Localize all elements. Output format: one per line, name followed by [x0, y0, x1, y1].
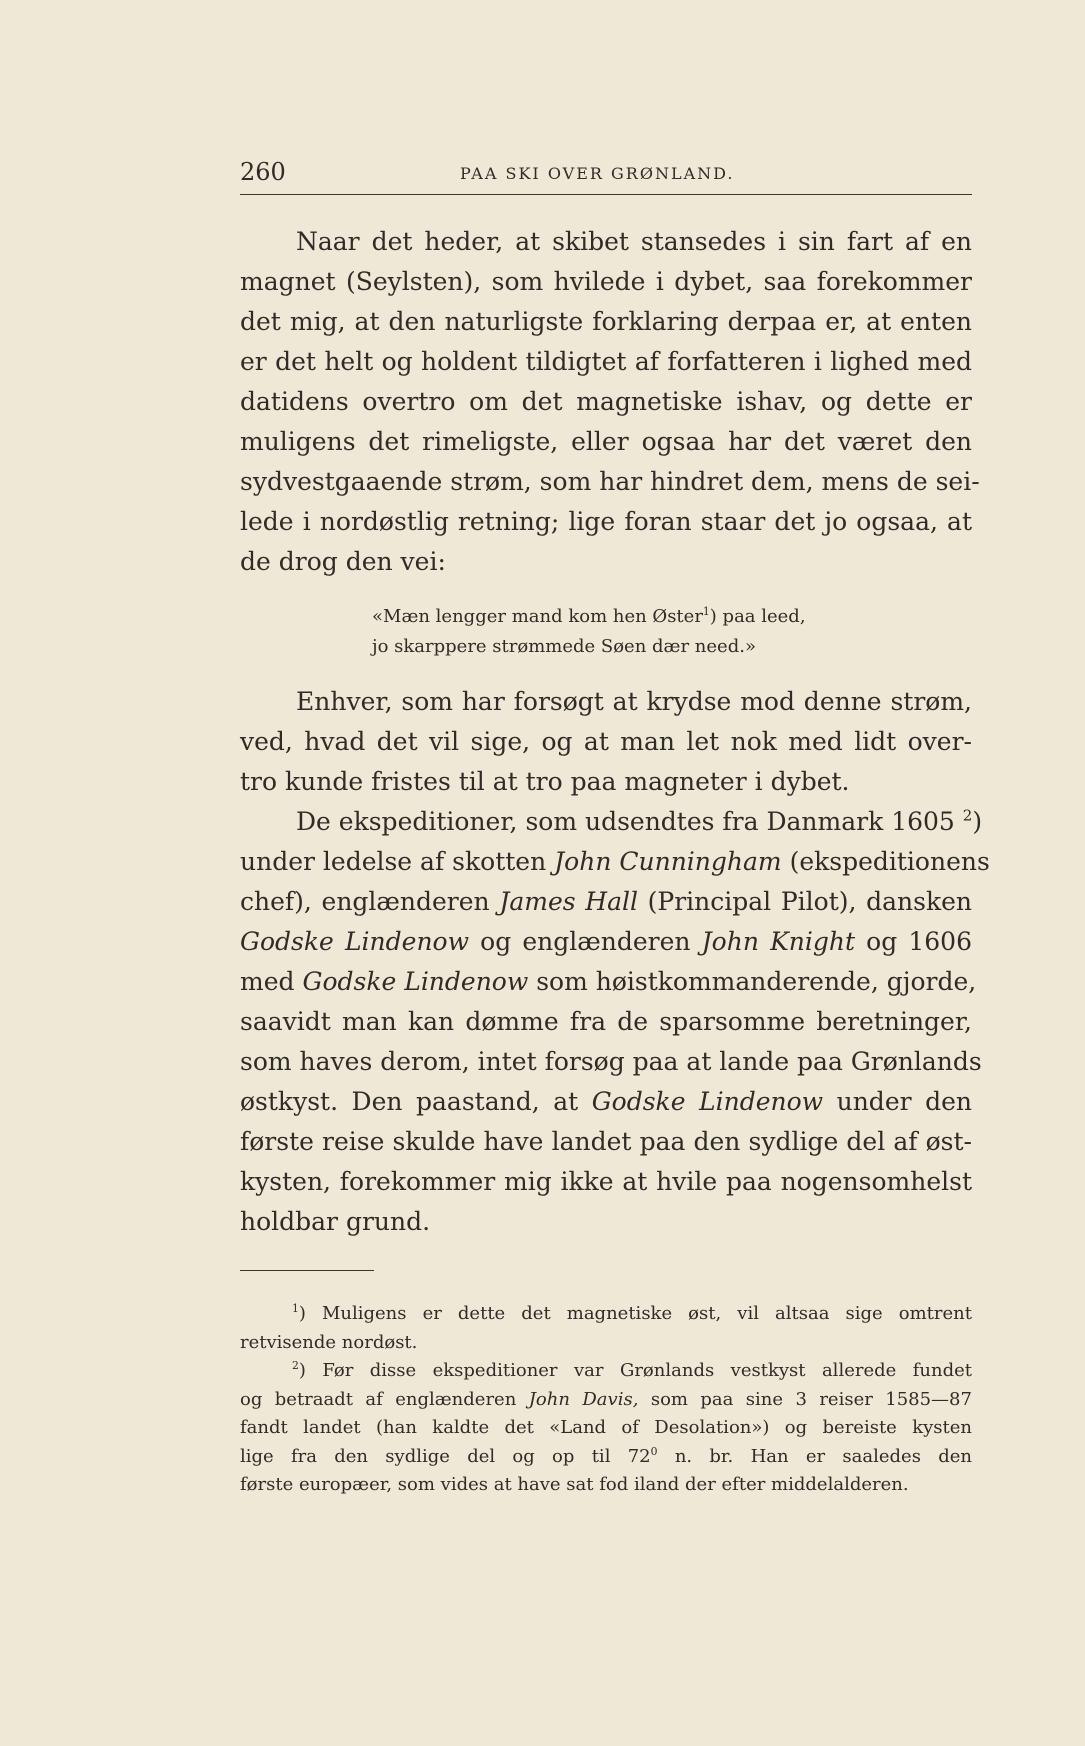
running-head: PAA SKI OVER GRØNLAND.: [460, 164, 735, 183]
person-name: Godske Lindenow: [302, 967, 529, 996]
footnote-marker: 2: [962, 806, 973, 825]
degree-marker: 0: [650, 1444, 658, 1458]
footnote-text: ) Før disse ekspeditioner var Grønlands vestkyst allerede fundet: [298, 1360, 972, 1381]
text-line: kysten, forekommer mig ikke at hvile paa nogensomhelst: [240, 1167, 972, 1196]
footnote-line: første europæer, som vides at have sat fod iland der efter middelalderen.: [240, 1474, 909, 1495]
footnote-line: retvisende nordøst.: [240, 1331, 418, 1353]
page-number: 260: [240, 158, 286, 186]
text-run: og englænderen: [480, 927, 691, 956]
paragraph-3: [240, 802, 990, 1242]
text-line: [240, 882, 972, 922]
text-line: holdbar grund.: [240, 1207, 431, 1236]
footnote-text: som paa sine 3 reiser 1585—87: [650, 1388, 972, 1410]
page-header: [240, 158, 972, 188]
footnote-line: [240, 1357, 972, 1386]
footnote-text: n. br. Han er saaledes den: [674, 1445, 972, 1467]
text-run: chef), englænderen: [240, 887, 490, 916]
text-line: muligens det rimeligste, eller ogsaa har det været den: [240, 427, 972, 456]
person-name: James Hall: [499, 887, 638, 916]
text-line: lede i nordøstlig retning; lige foran staar det jo ogsaa, at: [240, 507, 972, 536]
text-line: første reise skulde have landet paa den sydlige del af øst-: [240, 1127, 972, 1156]
text-line: ved, hvad det vil sige, og at man let nok med lidt over-: [240, 727, 972, 756]
text-line: sydvestgaaende strøm, som har hindret dem, mens de sei-: [240, 467, 980, 496]
text-run: med: [240, 967, 295, 996]
text-line: [240, 1082, 972, 1122]
text-line: [240, 962, 977, 1002]
text-run: under ledelse af skotten: [240, 847, 547, 876]
text-line: [240, 922, 972, 962]
text-line: datidens overtro om det magnetiske ishav, og dette er: [240, 387, 972, 416]
person-name: Godske Lindenow: [591, 1087, 824, 1116]
person-name: Godske Lindenow: [240, 927, 469, 956]
quote-line: [372, 602, 972, 632]
footnote-text: lige fra den sydlige del og op til 72: [240, 1445, 651, 1467]
text-line: de drog den vei:: [240, 547, 446, 576]
footnote-line: [240, 1386, 972, 1415]
text-line: [240, 842, 990, 882]
text-line: Naar det heder, at skibet stansedes i sin fart af en: [296, 227, 972, 256]
footnotes: [240, 1300, 972, 1500]
footnote-text: og betraadt af englænderen: [240, 1388, 517, 1410]
header-rule: [240, 194, 972, 195]
text-line: tro kunde fristes til at tro paa magneter i dybet.: [240, 767, 850, 796]
text-run: (Principal Pilot), dansken: [647, 887, 972, 916]
text-line: er det helt og holdent tildigtet af forfatteren i lighed med: [240, 347, 972, 376]
text-run: De ekspeditioner, som udsendtes fra Danmark 1605: [296, 807, 955, 836]
person-name: John Knight: [701, 927, 856, 956]
footnote-text: ) Muligens er dette det magnetiske øst, vil altsaa sige omtrent: [298, 1303, 972, 1324]
quote-text: «Mæn lengger mand kom hen Øster: [372, 606, 703, 627]
text-run: og 1606: [866, 927, 972, 956]
text-line: saavidt man kan dømme fra de sparsomme beretninger,: [240, 1007, 972, 1036]
text-run: (ekspeditionens: [789, 847, 990, 876]
verse-quote: [372, 602, 972, 662]
paragraph-1: [240, 222, 980, 582]
footnote-line: [240, 1300, 972, 1329]
text-run: østkyst. Den paastand, at: [240, 1087, 579, 1116]
text-run: ): [972, 807, 983, 836]
quote-text: ) paa leed,: [709, 606, 806, 627]
paragraph-2: [240, 682, 972, 802]
footnote-marker: 1: [292, 1302, 299, 1315]
text-line: magnet (Seylsten), som hvilede i dybet, saa forekommer: [240, 267, 972, 296]
body-text: [240, 222, 990, 1242]
text-line: Enhver, som har forsøgt at krydse mod denne strøm,: [296, 687, 972, 716]
text-run: under den: [836, 1087, 972, 1116]
footnote-marker: 1: [702, 605, 710, 618]
person-name: John Davis,: [528, 1388, 639, 1410]
text-run: som høistkommanderende, gjorde,: [536, 967, 977, 996]
footnote-rule: [240, 1270, 374, 1271]
footnote-line: fandt landet (han kaldte det «Land of Desolation») og bereiste kysten: [240, 1417, 972, 1438]
footnote-line: [240, 1443, 972, 1472]
person-name: John Cunningham: [554, 847, 782, 876]
text-line: som haves derom, intet forsøg paa at lande paa Grønlands: [240, 1047, 982, 1076]
text-line: [240, 802, 983, 842]
footnote-marker: 2: [292, 1359, 299, 1372]
text-line: det mig, at den naturligste forklaring derpaa er, at enten: [240, 307, 972, 336]
quote-line: jo skarppere strømmede Søen dær need.»: [372, 636, 756, 657]
